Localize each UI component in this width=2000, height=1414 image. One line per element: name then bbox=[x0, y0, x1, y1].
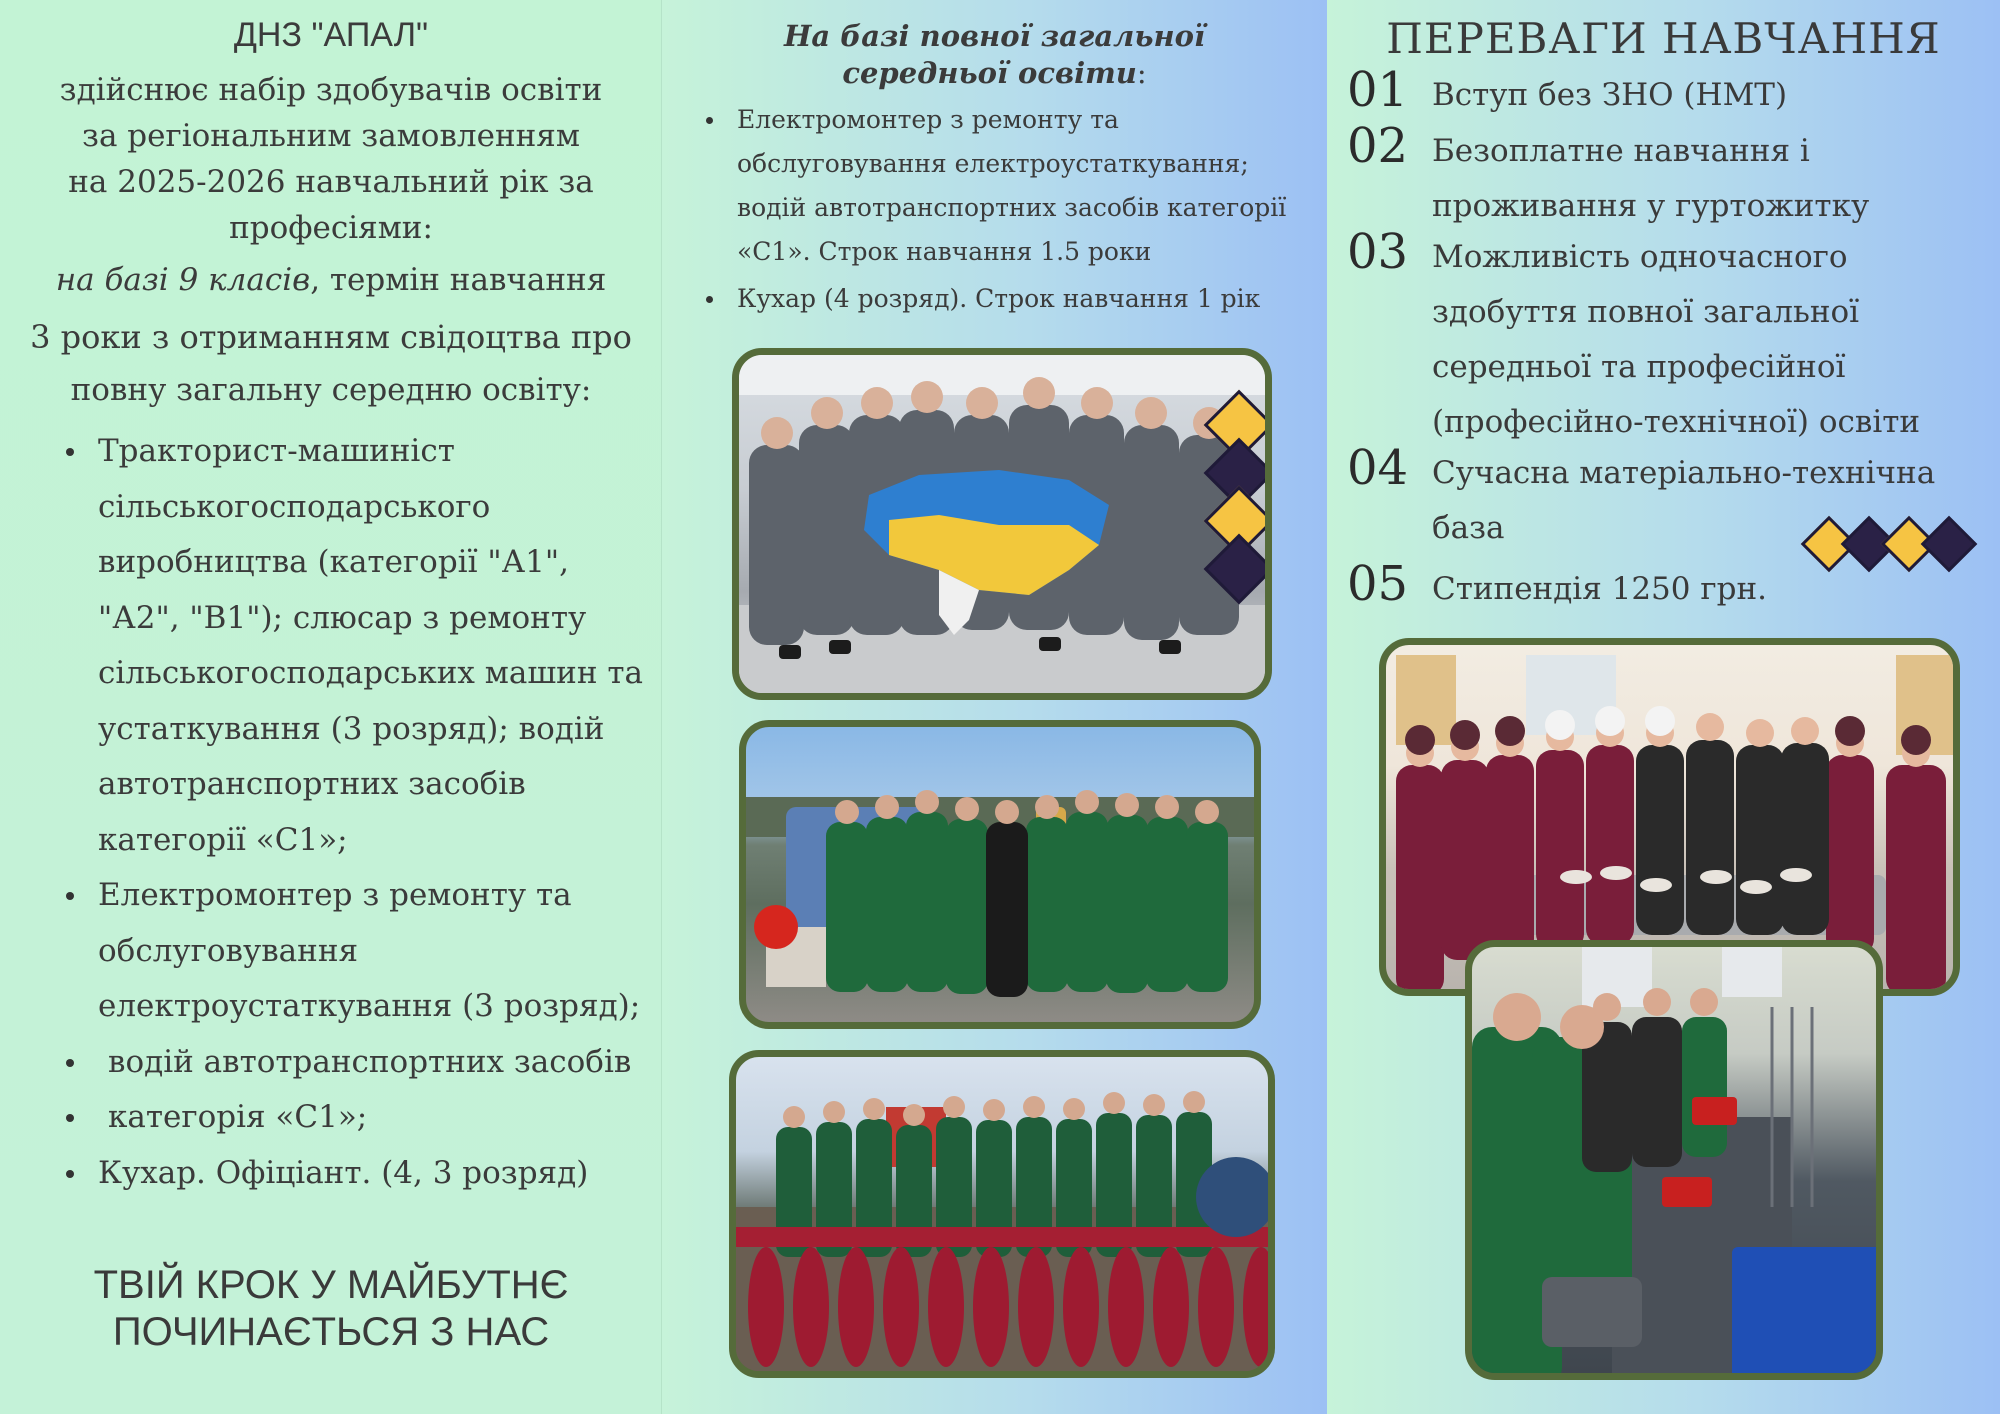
right-panel bbox=[1327, 0, 2000, 1414]
photo-5-illustration bbox=[1472, 947, 1883, 1380]
full-secondary-list bbox=[702, 98, 1322, 321]
advantage-number: 02 bbox=[1347, 118, 1409, 174]
heading-colon: : bbox=[1136, 56, 1147, 90]
intro-line-7: повну загальну середню освіту: bbox=[70, 372, 592, 408]
photo-students-harrow bbox=[729, 1050, 1275, 1378]
advantage-text: Безоплатне навчання і проживання у гуртожитку bbox=[1432, 133, 1870, 224]
profession-item: Кухар. Офіціант. (4, 3 розряд) bbox=[60, 1146, 660, 1202]
advantage-number: 05 bbox=[1347, 556, 1409, 612]
course-item: Кухар (4 розряд). Строк навчання 1 рік bbox=[702, 277, 1322, 321]
profession-item: Тракторист-машиніст сільськогосподарського виробництва (категорії "А1", "А2", "В1"); слюсар з ремонту сільськогосподарських машин та устаткування (3 розряд); водій автотранспортних засобів категорії «С1»; bbox=[60, 424, 660, 868]
photo-3-illustration bbox=[736, 1057, 1275, 1378]
institution-title: ДНЗ "АПАЛ" bbox=[233, 16, 429, 54]
advantage-number: 03 bbox=[1347, 224, 1409, 280]
photo-workshop bbox=[1465, 940, 1883, 1380]
intro-line-4: професіями: bbox=[229, 210, 433, 246]
heading-line-2 bbox=[662, 55, 1327, 92]
slogan bbox=[0, 1262, 662, 1356]
professions-list bbox=[60, 424, 660, 1201]
intro-line-5 bbox=[0, 262, 662, 298]
base-9-classes-label: на базі 9 класів bbox=[55, 262, 311, 298]
heading-line-2-text: середньої освіти bbox=[842, 56, 1137, 90]
profession-item: категорія «С1»; bbox=[60, 1090, 660, 1146]
advantages-title: ПЕРЕВАГИ НАВЧАННЯ bbox=[1386, 14, 1941, 63]
slogan-line-2: ПОЧИНАЄТЬСЯ З НАС bbox=[112, 1310, 550, 1354]
advantage-number: 01 bbox=[1347, 62, 1409, 118]
full-secondary-heading bbox=[662, 18, 1327, 92]
diamond-dark bbox=[1921, 516, 1978, 573]
diamond-dark bbox=[1204, 534, 1272, 605]
heading-line-1: На базі повної загальної bbox=[784, 19, 1205, 53]
advantage-text: Стипендія 1250 грн. bbox=[1432, 571, 1767, 607]
diamond-decoration bbox=[1803, 518, 1983, 570]
photo-2-illustration bbox=[746, 727, 1261, 1029]
photo-students-truck bbox=[739, 720, 1261, 1029]
middle-panel bbox=[662, 0, 1327, 1414]
photo-students-ukraine-map bbox=[732, 348, 1272, 700]
photo-1-illustration bbox=[739, 355, 1272, 700]
diamond-decoration bbox=[1209, 400, 1269, 600]
profession-item: Електромонтер з ремонту та обслуговування електроустаткування (3 розряд); bbox=[60, 868, 660, 1035]
course-item: Електромонтер з ремонту та обслуговування електроустаткування; водій автотранспортних засобів категорії «С1». Строк навчання 1.5 роки bbox=[702, 98, 1322, 274]
advantage-text: Сучасна матеріально-технічна база bbox=[1432, 455, 1936, 546]
profession-item: водій автотранспортних засобів bbox=[60, 1035, 660, 1091]
left-panel bbox=[0, 0, 662, 1414]
slogan-line-1: ТВІЙ КРОК У МАЙБУТНЄ bbox=[93, 1263, 569, 1307]
intro-line-2: за регіональним замовленням bbox=[82, 118, 580, 154]
advantage-number: 04 bbox=[1347, 440, 1409, 496]
intro-line-1: здійснює набір здобувачів освіти bbox=[59, 72, 603, 108]
intro-line-3: на 2025-2026 навчальний рік за bbox=[68, 164, 594, 200]
advantage-text: Вступ без ЗНО (НМТ) bbox=[1432, 77, 1788, 113]
intro-line-5-rest: , термін навчання bbox=[310, 262, 607, 298]
intro-line-6: 3 роки з отриманням свідоцтва про bbox=[30, 318, 632, 356]
advantage-text: Можливість одночасного здобуття повної загальної середньої та професійної (професійно-технічної) освіти bbox=[1432, 239, 1921, 440]
